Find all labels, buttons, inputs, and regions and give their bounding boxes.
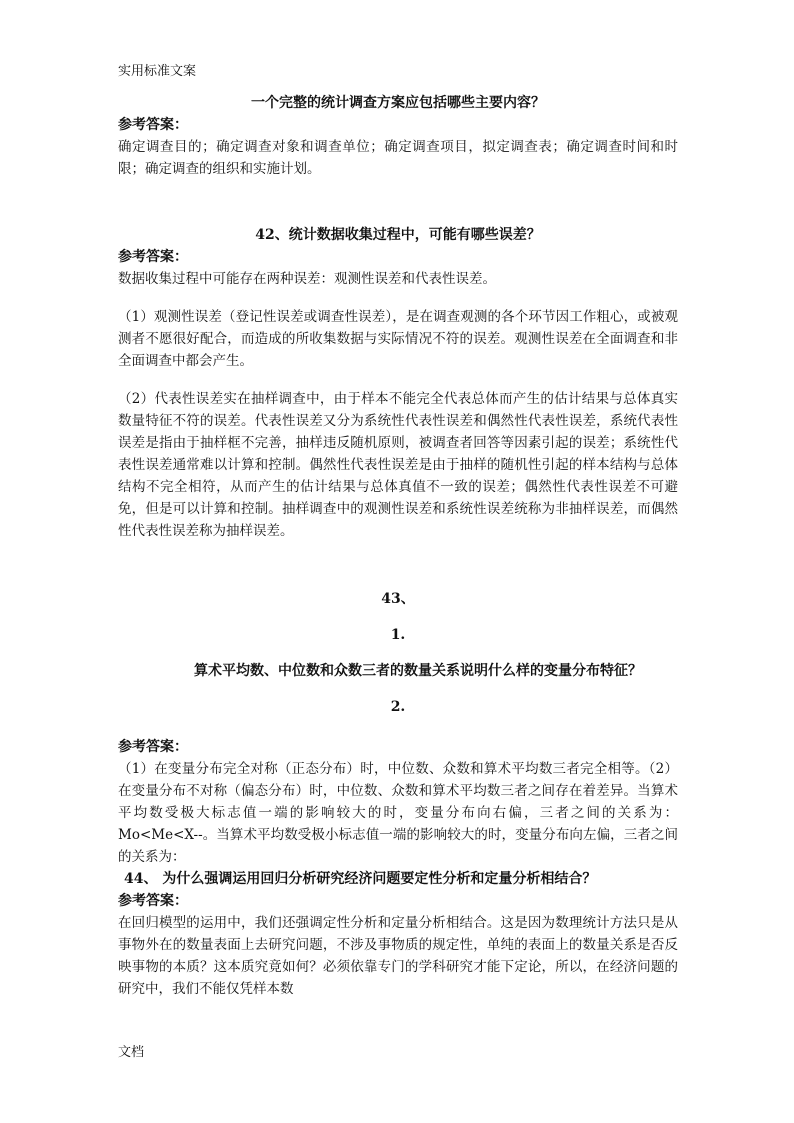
section-1-paragraph-1: 确定调查目的；确定调查对象和调查单位；确定调查项目，拟定调查表；确定调查时间和时限；确定调查的组织和实施计划。 [118,139,678,177]
document-body [118,92,678,1000]
section-42-answer-label: 参考答案： [118,249,188,265]
section-44-paragraph-1: 在回归模型的运用中，我们还强调定性分析和定量分析相结合。这是因为数理统计方法只是从事物外在的数量表面上去研究问题，不涉及事物质的规定性，单纯的表面上的数量关系是否反映事物的本质？这本质究竟如何？必须依靠专门的学科研究才能下定论，所以，在经济问题的研究中，我们不能仅凭样本数 [118,915,678,997]
section-43-number: 43、 [381,591,415,607]
section-44-answer-label: 参考答案： [118,893,188,909]
section-42-paragraph-2: （1）观测性误差（登记性误差或调查性误差），是在调查观测的各个环节因工作粗心，或被观测者不愿很好配合，而造成的所收集数据与实际情况不符的误差。观测性误差在全面调查和非全面调查中都会产生。 [118,309,678,369]
section-44-title: 44、 为什么强调运用回归分析研究经济问题要定性分析和定量分析相结合？ [124,871,597,887]
section-42-title: 42、统计数据收集过程中，可能有哪些误差？ [255,227,541,243]
section-43-item-2: 2. [390,699,406,715]
page-footer: 文档 [118,1045,145,1060]
section-1-answer-label: 参考答案： [118,117,188,133]
section-43-title: 算术平均数、中位数和众数三者的数量关系说明什么样的变量分布特征？ [194,663,642,679]
section-43-paragraph-1: （1）在变量分布完全对称（正态分布）时，中位数、众数和算术平均数三者完全相等。（2）在变量分布不对称（偏态分布）时，中位数、众数和算术平均数三者之间存在着差异。当算术平均数受极大标志值一端的影响较大的时，变量分布向右偏，三者之间的关系为：Mo<Me<X--。当算术平均数受极小标志值一端的影响较大的时，变量分布向左偏，三者之间的关系为： [118,761,678,865]
section-1-title: 一个完整的统计调查方案应包括哪些主要内容？ [251,95,545,111]
section-42-paragraph-1: 数据收集过程中可能存在两种误差：观测性误差和代表性误差。 [118,271,496,287]
section-43-item-1: 1. [390,627,406,643]
section-43-answer-label: 参考答案： [118,739,188,755]
section-42-paragraph-3: （2）代表性误差实在抽样调查中，由于样本不能完全代表总体而产生的估计结果与总体真实数量特征不符的误差。代表性误差又分为系统性代表性误差和偶然性代表性误差，系统代表性误差是指由于抽样框不完善，抽样违反随机原则，被调查者回答等因素引起的误差；系统性代表性误差通常难以计算和控制。偶然性代表性误差是由于抽样的随机性引起的样本结构与总体结构不完全相符，从而产生的估计结果与总体真值不一致的误差；偶然性代表性误差不可避免，但是可以计算和控制。抽样调查中的观测性误差和系统性误差统称为非抽样误差，而偶然性代表性误差称为抽样误差。 [118,391,678,539]
page-header: 实用标准文案 [118,64,197,79]
